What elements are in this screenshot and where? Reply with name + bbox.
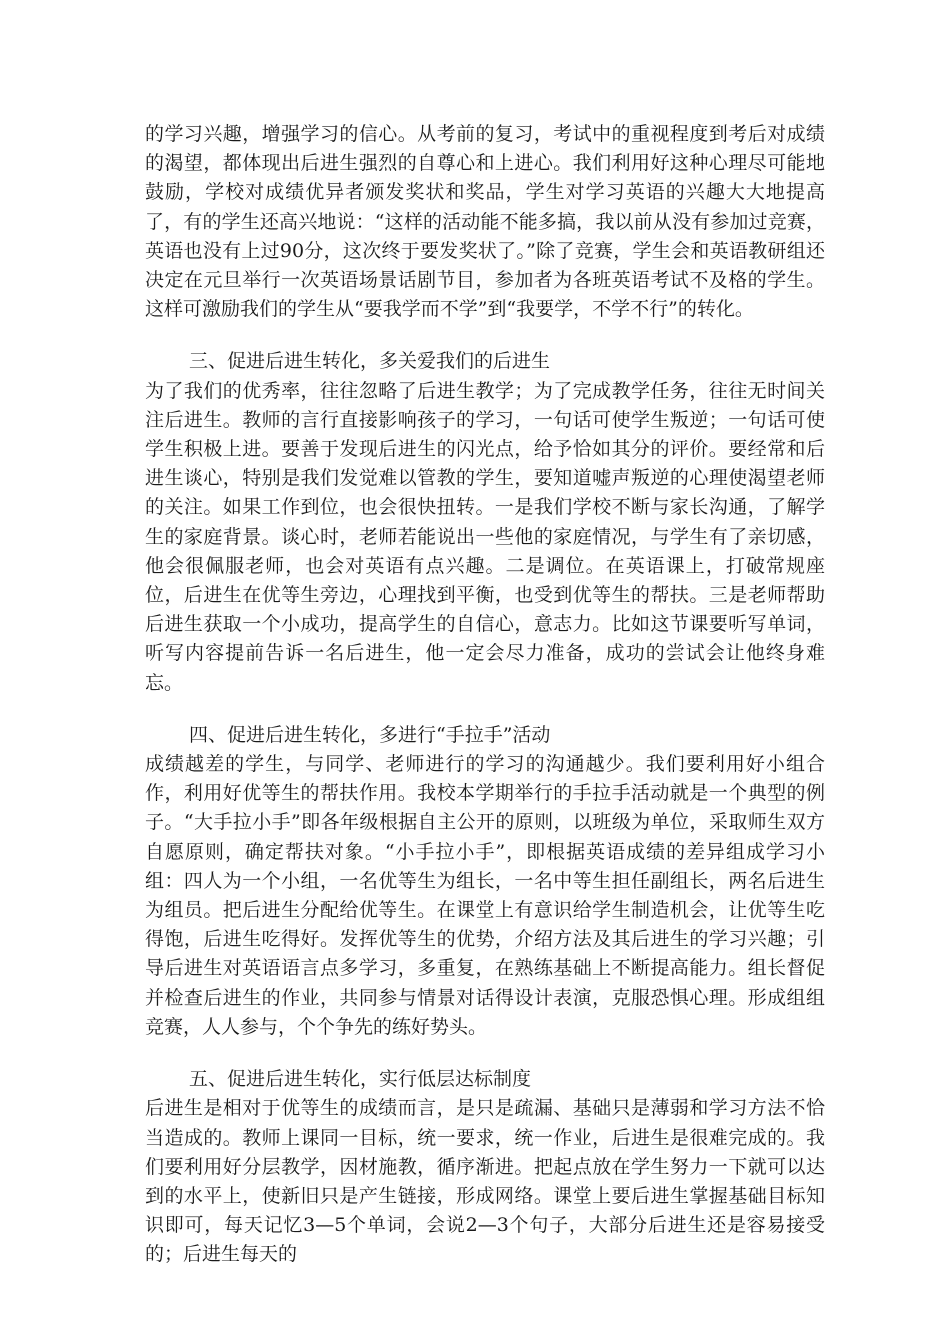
paragraph-learning-interest: 的学习兴趣，增强学习的信心。从考前的复习，考试中的重视程度到考后对成绩的渴望，都体现出后进生强烈的自尊心和上进心。我们利用好这种心理尽可能地鼓励，学校对成绩优异者颁发奖状和奖品，学生对学习英语的兴趣大大地提高了，有的学生还高兴地说：“这样的活动能不能多搞，我以前从没有参加过竞赛，英语也没有上过90分，这次终于要发奖状了。”除了竞赛，学生会和英语教研组还决定在元旦举行一次英语场景话剧节目，参加者为各班英语考试不及格的学生。这样可激励我们的学生从“要我学而不学”到“我要学，不学不行”的转化。 xyxy=(145,123,825,321)
paragraph-spacer xyxy=(145,698,825,721)
paragraph-care: 为了我们的优秀率，往往忽略了后进生教学；为了完成教学任务，往往无时间关注后进生。教师的言行直接影响孩子的学习，一句话可使学生叛逆；一句话可使学生积极上进。要善于发现后进生的闪光点，给予恰如其分的评价。要经常和后进生谈心，特别是我们发觉难以管教的学生，要知道嘘声叛逆的心理使渴望老师的关注。如果工作到位，也会很快扭转。一是我们学校不断与家长沟通，了解学生的家庭背景。谈心时，老师若能说出一些他的家庭情况，与学生有了亲切感，他会很佩服老师，也会对英语有点兴趣。二是调位。在英语课上，打破常规座位，后进生在优等生旁边，心理找到平衡，也受到优等生的帮扶。三是老师帮助后进生获取一个小成功，提高学生的自信心，意志力。比如这节课要听写单词，听写内容提前告诉一名后进生，他一定会尽力准备，成功的尝试会让他终身难忘。 xyxy=(145,379,825,694)
section-heading-care: 三、促进后进生转化，多关爱我们的后进生 xyxy=(189,350,551,373)
paragraph-spacer xyxy=(145,1042,825,1065)
paragraph-hand-in-hand: 成绩越差的学生，与同学、老师进行的学习的沟通越少。我们要利用好小组合作，利用好优等生的帮扶作用。我校本学期举行的手拉手活动就是一个典型的例子。“大手拉小手”即各年级根据自主公开的原则，以班级为单位，采取师生双方自愿原则，确定帮扶对象。“小手拉小手”，即根据英语成绩的差异组成学习小组：四人为一个小组，一名优等生为组长，一名中等生担任副组长，两名后进生为组员。把后进生分配给优等生。在课堂上有意识给学生制造机会，让优等生吃得饱，后进生吃得好。发挥优等生的优势，介绍方法及其后进生的学习兴趣；引导后进生对英语语言点多学习，多重复，在熟练基础上不断提高能力。组长督促并检查后进生的作业，共同参与情景对话得设计表演，克服恐惧心理。形成组组竞赛，人人参与，个个争先的练好势头。 xyxy=(145,753,825,1038)
section-heading-hand-in-hand: 四、促进后进生转化，多进行“手拉手”活动 xyxy=(189,723,551,746)
paragraph-low-level-standard: 后进生是相对于优等生的成绩而言，是只是疏漏、基础只是薄弱和学习方法不恰当造成的。教师上课同一目标，统一要求，统一作业，后进生是很难完成的。我们要利用好分层教学，因材施教，循序渐进。把起点放在学生努力一下就可以达到的水平上，使新旧只是产生链接，形成网络。课堂上要后进生掌握基础目标知识即可，每天记忆3—5个单词，会说2—3个句子，大部分后进生还是容易接受的；后进生每天的 xyxy=(145,1097,825,1266)
section-heading-low-level-standard: 五、促进后进生转化，实行低层达标制度 xyxy=(189,1068,532,1091)
document-body xyxy=(145,120,825,1270)
paragraph-spacer xyxy=(145,324,825,347)
